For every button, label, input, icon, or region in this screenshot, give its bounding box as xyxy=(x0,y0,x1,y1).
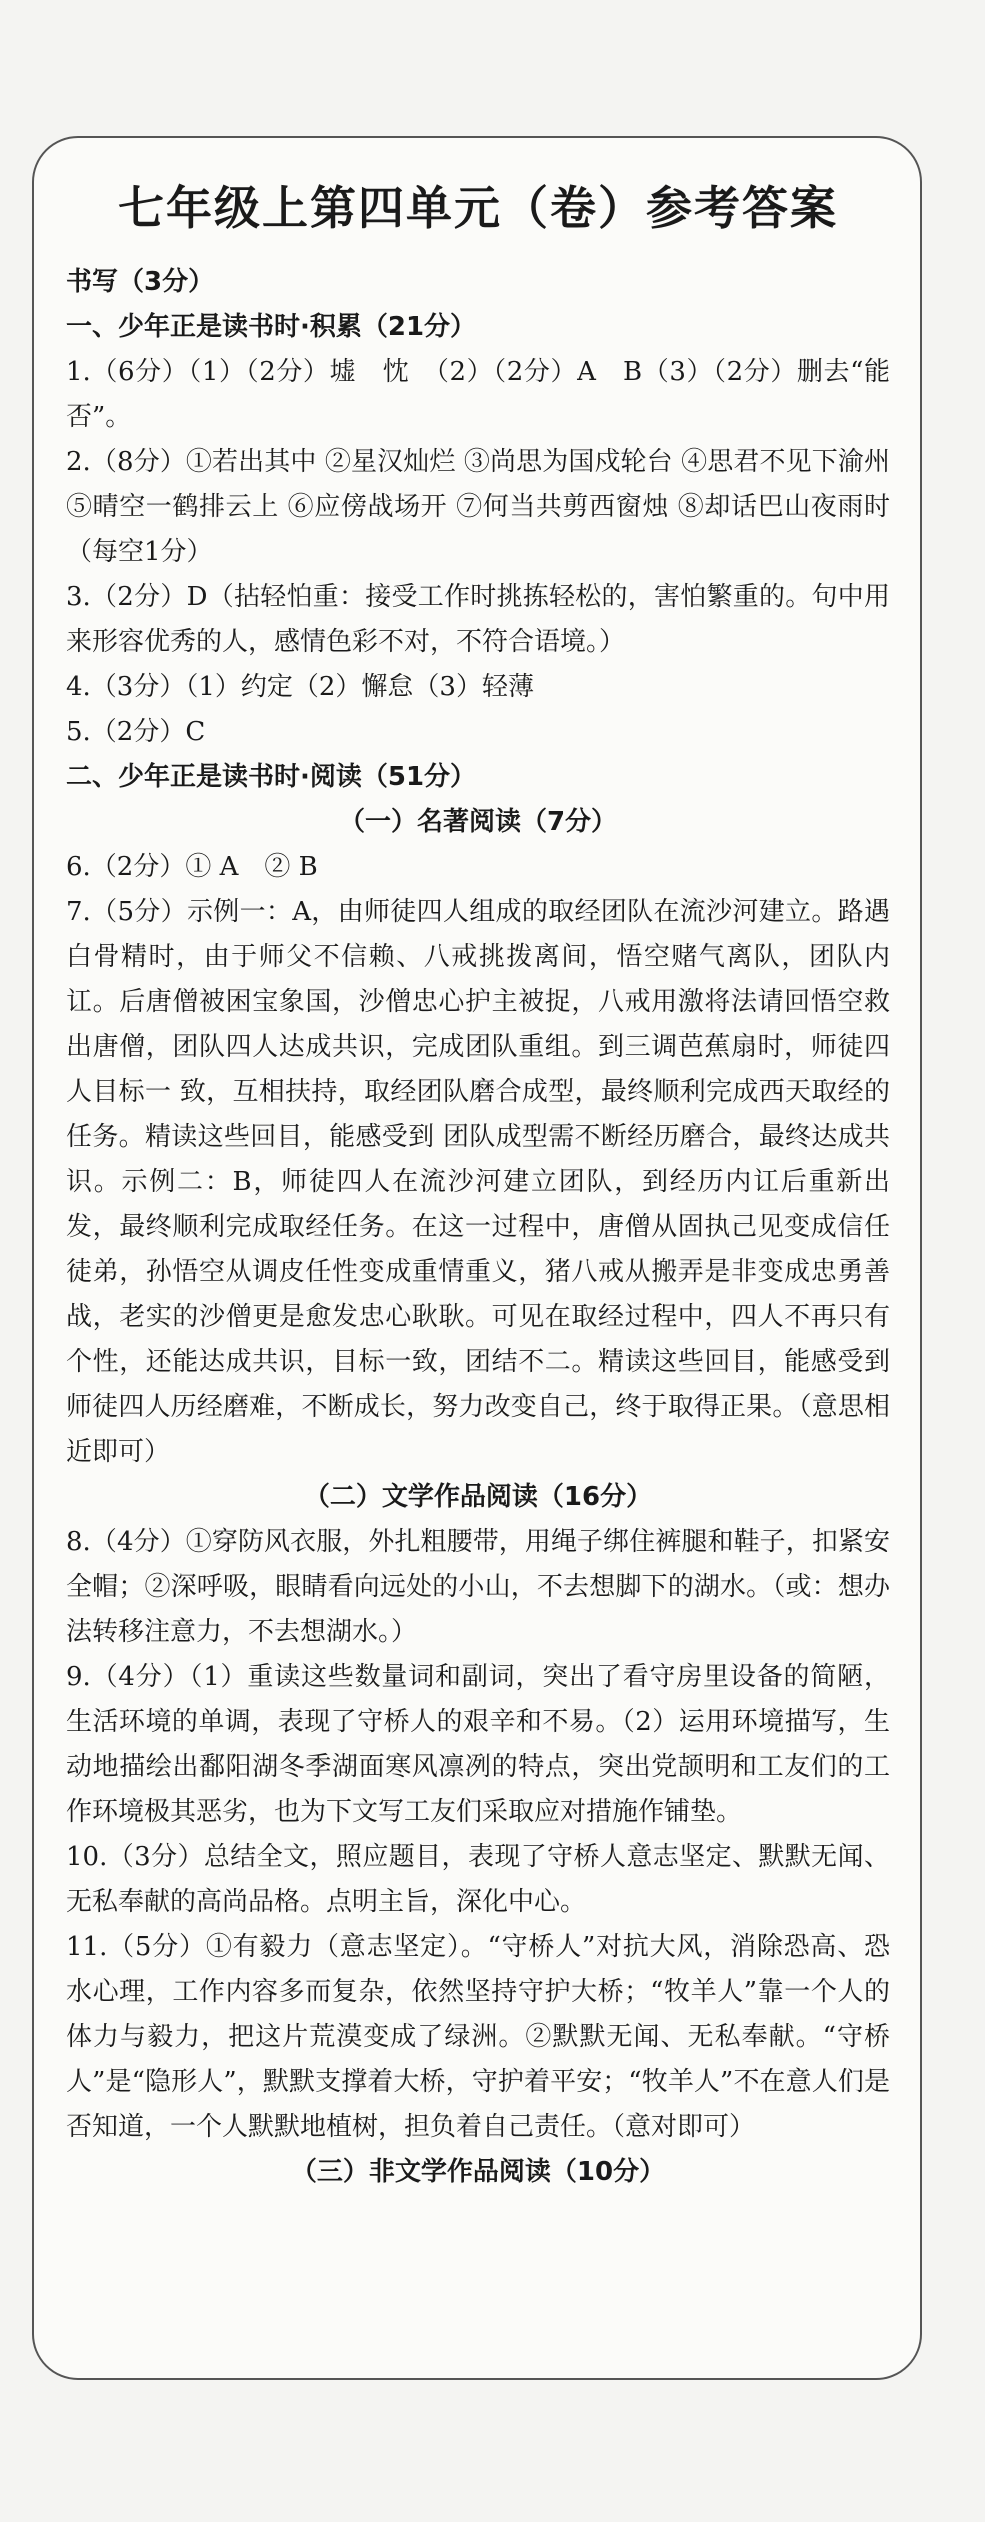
answer-item-6 xyxy=(66,845,890,890)
answer-item-11 xyxy=(66,1925,890,2150)
section-reading-heading: 二、少年正是读书时·阅读（51分） xyxy=(66,762,477,792)
answer-text: 5.（2分）C xyxy=(66,717,206,747)
answer-item-7 xyxy=(66,890,890,1475)
page-title: 七年级上第四单元（卷）参考答案 xyxy=(118,181,838,235)
answer-text: 3.（2分）D（拈轻怕重：接受工作时挑拣轻松的，害怕繁重的。句中用来形容优秀的人，感情色彩不对，不符合语境。） xyxy=(66,582,890,657)
answer-text: 4.（3分）（1）约定（2）懈怠（3）轻薄 xyxy=(66,672,534,702)
answer-text: 9.（4分）（1）重读这些数量词和副词，突出了看守房里设备的简陋，生活环境的单调，表现了守桥人的艰辛和不易。（2）运用环境描写，生动地描绘出鄱阳湖冬季湖面寒风凛冽的特点，突出党颉明和工友们的工作环境极其恶劣，也为下文写工友们采取应对措施作铺垫。 xyxy=(66,1662,890,1827)
answer-item-10 xyxy=(66,1835,890,1925)
answer-item-1 xyxy=(66,350,890,440)
subsection-literary-heading: （二）文学作品阅读（16分） xyxy=(303,1482,653,1512)
answer-item-3 xyxy=(66,575,890,665)
answer-text: 11.（5分）①有毅力（意志坚定）。“守桥人”对抗大风，消除恐高、恐水心理，工作内容多而复杂，依然坚持守护大桥；“牧羊人”靠一个人的体力与毅力，把这片荒漠变成了绿洲。②默默无闻、无私奉献。“守桥人”是“隐形人”，默默支撑着大桥，守护着平安；“牧羊人”不在意人们是否知道，一个人默默地植树，担负着自己责任。（意对即可） xyxy=(66,1932,890,2142)
subsection-classics-heading: （一）名著阅读（7分） xyxy=(338,807,618,837)
section-accumulation-heading: 一、少年正是读书时·积累（21分） xyxy=(66,312,477,342)
answer-text: 8.（4分）①穿防风衣服，外扎粗腰带，用绳子绑住裤腿和鞋子，扣紧安全帽；②深呼吸，眼睛看向远处的小山，不去想脚下的湖水。（或：想办法转移注意力，不去想湖水。） xyxy=(66,1527,890,1647)
answer-item-8 xyxy=(66,1520,890,1655)
answer-item-5 xyxy=(66,710,890,755)
answer-item-4 xyxy=(66,665,890,710)
writing-heading: 书写（3分） xyxy=(66,267,215,297)
answer-text: 2.（8分）①若出其中 ②星汉灿烂 ③尚思为国戍轮台 ④思君不见下渝州⑤晴空一鹤排云上 ⑥应傍战场开 ⑦何当共剪西窗烛 ⑧却话巴山夜雨时（每空1分） xyxy=(66,447,890,567)
answer-text: 10.（3分）总结全文，照应题目，表现了守桥人意志坚定、默默无闻、无私奉献的高尚品格。点明主旨，深化中心。 xyxy=(66,1842,890,1917)
answer-item-9 xyxy=(66,1655,890,1835)
subsection-nonliterary-heading: （三）非文学作品阅读（10分） xyxy=(290,2157,666,2187)
answer-key-card xyxy=(32,136,922,2380)
answer-text: 7.（5分）示例一：A，由师徒四人组成的取经团队在流沙河建立。路遇白骨精时，由于师父不信赖、八戒挑拨离间，悟空赌气离队，团队内讧。后唐僧被困宝象国，沙僧忠心护主被捉，八戒用激将法请回悟空救出唐僧，团队四人达成共识，完成团队重组。到三调芭蕉扇时，师徒四人目标一 致，互相扶持，取经团队磨合成型，最终顺利完成西天取经的任务。精读这些回目，能感受到 团队成型需不断经历磨合，最终达成共识。示例二：B，师徒四人在流沙河建立团队，到经历内讧后重新出发，最终顺利完成取经任务。在这一过程中，唐僧从固执己见变成信任徒弟，孙悟空从调皮任性变成重情重义，猪八戒从搬弄是非变成忠勇善战，老实的沙僧更是愈发忠心耿耿。可见在取经过程中，四人不再只有个性，还能达成共识，目标一致，团结不二。精读这些回目，能感受到师徒四人历经磨难，不断成长，努力改变自己，终于取得正果。（意思相近即可） xyxy=(66,897,890,1467)
answer-item-2 xyxy=(66,440,890,575)
answer-text: 1.（6分）（1）（2分）墟 忱 （2）（2分）A B（3）（2分）删去“能否”。 xyxy=(66,357,890,432)
answer-text: 6.（2分）① A ② B xyxy=(66,852,318,882)
